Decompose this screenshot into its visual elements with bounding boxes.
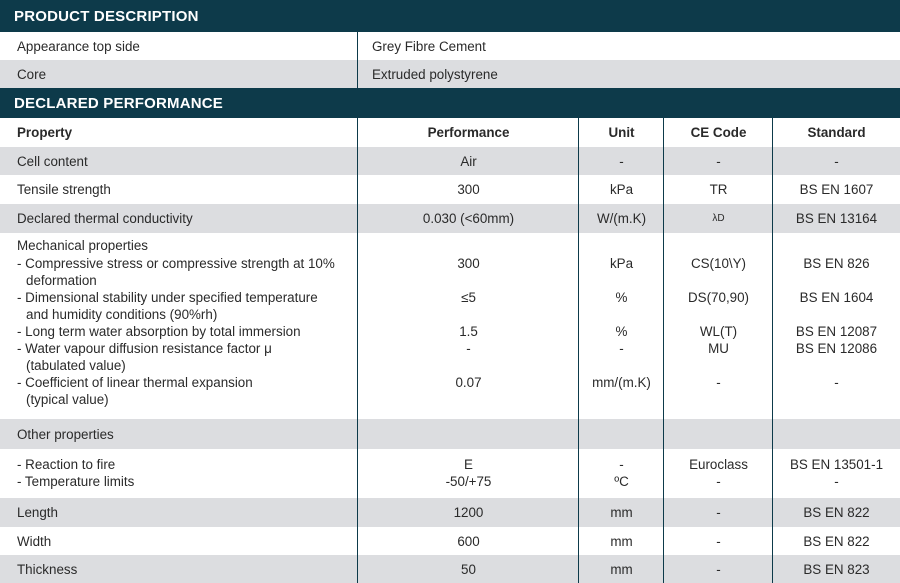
ce-code-cell: TR	[709, 182, 728, 197]
lambda-subscript: D	[717, 213, 725, 224]
property-cell	[0, 233, 358, 419]
performance-value: 0.07	[455, 375, 482, 390]
table-row	[0, 555, 900, 583]
unit-value: -	[619, 341, 624, 356]
column-divider	[663, 118, 664, 583]
column-header-unit: Unit	[608, 125, 635, 140]
description-value: Grey Fibre Cement	[372, 38, 486, 54]
standard-value: -	[834, 474, 839, 489]
standard-cell: BS EN 822	[803, 533, 870, 549]
lambda-symbol: λ	[712, 213, 718, 224]
property-cell	[0, 449, 358, 498]
column-divider	[578, 118, 579, 583]
standard-value: BS EN 13501-1	[789, 457, 884, 472]
performance-cell: Air	[460, 153, 477, 169]
unit-cell: kPa	[609, 182, 634, 197]
performance-value: ≤5	[461, 290, 476, 305]
performance-value: -	[466, 341, 471, 356]
performance-cell: 50	[461, 561, 476, 577]
mechanical-line: and humidity conditions (90%rh)	[26, 307, 218, 322]
unit-value: kPa	[609, 256, 634, 271]
performance-cell: 1200	[453, 505, 484, 520]
description-label: Core	[17, 66, 47, 82]
unit-cell: mm	[610, 561, 633, 577]
mechanical-line: - Long term water absorption by total immersion	[17, 324, 301, 339]
standard-value: BS EN 826	[803, 256, 870, 271]
ce-code-value: -	[716, 375, 721, 390]
property-cell: Tensile strength	[17, 182, 111, 197]
mechanical-line: - Dimensional stability under specified temperature	[17, 290, 318, 305]
table-row	[0, 527, 900, 555]
standard-cell	[773, 449, 900, 498]
standard-cell	[773, 233, 900, 419]
mechanical-line: (typical value)	[26, 392, 109, 407]
property-cell: Length	[17, 505, 58, 520]
standard-cell: BS EN 823	[803, 561, 870, 577]
standard-value: BS EN 12086	[795, 341, 878, 356]
other-properties-values-row	[0, 449, 900, 498]
unit-cell: -	[619, 153, 624, 169]
ce-code-cell	[664, 233, 773, 419]
standard-value: -	[834, 375, 839, 390]
ce-code-value: CS(10\Y)	[690, 256, 747, 271]
column-header-property: Property	[17, 125, 73, 140]
unit-cell: mm	[610, 533, 633, 549]
table-header-row	[0, 118, 900, 147]
performance-value: E	[464, 457, 473, 472]
ce-code-cell: -	[716, 505, 721, 520]
mechanical-title: Mechanical properties	[17, 238, 148, 253]
unit-cell	[579, 449, 664, 498]
standard-value: BS EN 1604	[799, 290, 874, 305]
performance-cell: 300	[457, 182, 480, 197]
property-cell: Declared thermal conductivity	[17, 211, 193, 226]
mechanical-line: - Compressive stress or compressive strength at 10%	[17, 256, 335, 271]
standard-value: BS EN 12087	[795, 324, 878, 339]
unit-value: %	[615, 290, 628, 305]
table-row	[0, 204, 900, 233]
declared-performance-heading: DECLARED PERFORMANCE	[0, 88, 900, 118]
unit-cell: W/(m.K)	[596, 211, 647, 226]
standard-cell: -	[834, 153, 839, 169]
table-row	[0, 498, 900, 527]
standard-cell: BS EN 13164	[795, 211, 878, 226]
mechanical-properties-row	[0, 233, 900, 419]
table-row	[0, 175, 900, 204]
description-value: Extruded polystyrene	[372, 66, 498, 82]
unit-value: -	[619, 457, 624, 472]
standard-cell: BS EN 822	[803, 505, 870, 520]
ce-code-value: WL(T)	[699, 324, 738, 339]
description-row	[0, 60, 900, 88]
standard-cell: BS EN 1607	[799, 182, 874, 197]
performance-cell: 600	[457, 533, 480, 549]
mechanical-line: - Water vapour diffusion resistance factor μ	[17, 341, 272, 356]
ce-code-cell	[664, 449, 773, 498]
ce-code-cell: -	[716, 533, 721, 549]
other-properties-title: Other properties	[17, 426, 114, 442]
ce-code-value: DS(70,90)	[687, 290, 750, 305]
other-properties-row	[0, 419, 900, 449]
mechanical-line: deformation	[26, 273, 97, 288]
column-header-standard: Standard	[807, 125, 866, 140]
unit-value: %	[615, 324, 628, 339]
ce-code-value: -	[716, 474, 721, 489]
performance-value: 1.5	[459, 324, 478, 339]
unit-cell: mm	[610, 505, 633, 520]
ce-code-value: Euroclass	[689, 457, 748, 472]
unit-value: ºC	[614, 474, 629, 489]
column-divider	[772, 118, 773, 583]
ce-code-cell: -	[716, 153, 721, 169]
column-header-ce-code: CE Code	[690, 125, 747, 140]
performance-cell	[358, 449, 579, 498]
other-line: - Temperature limits	[17, 474, 135, 489]
mechanical-line: (tabulated value)	[26, 358, 126, 373]
table-row	[0, 147, 900, 175]
performance-value: -50/+75	[445, 474, 492, 489]
ce-code-cell: -	[716, 561, 721, 577]
property-cell: Thickness	[17, 561, 78, 577]
performance-cell: 0.030 (<60mm)	[422, 211, 515, 226]
other-line: - Reaction to fire	[17, 457, 116, 472]
column-header-performance: Performance	[427, 125, 510, 140]
ce-code-cell	[664, 204, 773, 233]
column-divider	[357, 32, 358, 88]
property-cell: Cell content	[17, 153, 88, 169]
ce-code-value: MU	[708, 341, 729, 356]
column-divider	[357, 118, 358, 583]
product-description-heading: PRODUCT DESCRIPTION	[0, 0, 900, 32]
performance-cell	[358, 233, 579, 419]
description-row	[0, 32, 900, 60]
mechanical-line: - Coefficient of linear thermal expansion	[17, 375, 253, 390]
property-cell: Width	[17, 533, 52, 549]
description-label: Appearance top side	[17, 38, 140, 54]
unit-cell	[579, 233, 664, 419]
performance-value: 300	[457, 256, 480, 271]
unit-value: mm/(m.K)	[592, 375, 651, 390]
